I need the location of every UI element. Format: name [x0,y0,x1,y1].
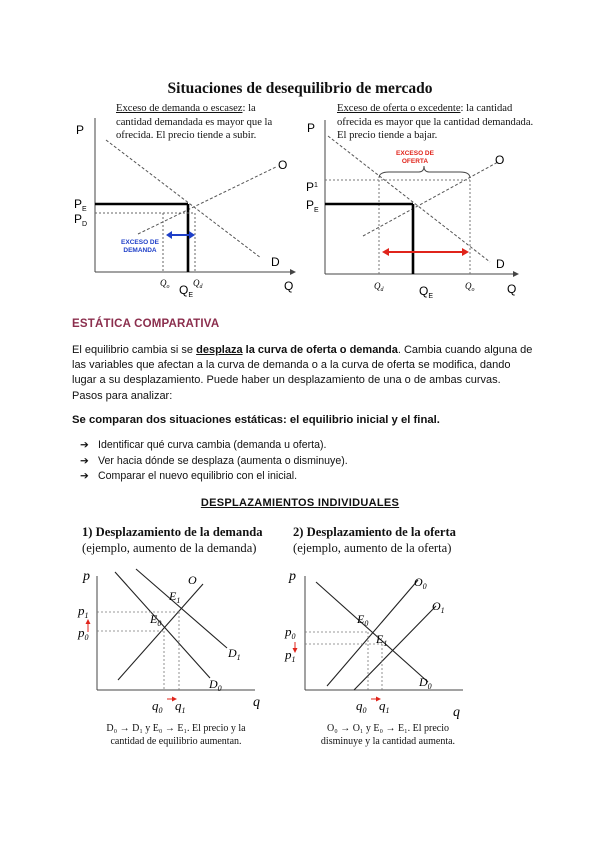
e1-label: $E_1$ [376,632,388,648]
pd-label: $P_D$ [74,212,88,228]
qe-label: $Q_E$ [179,283,194,299]
e0-label: $E_0$ [357,612,369,628]
e0-label: $E_0$ [150,612,162,628]
axis-p-label: p [83,569,90,584]
demand-shift-caption [76,722,276,748]
curve-d-label: D [496,257,505,271]
demand-curve-d0 [115,572,210,678]
supply-shift-chart [283,562,483,722]
supply-curve [138,167,276,234]
curve-d0-label: $D_0$ [209,677,222,693]
qo-tick-label: $Q_o$ [465,281,475,293]
supply-shift-subtitle: (ejemplo, aumento de la oferta) [293,541,452,555]
supply-shift-title-block [293,524,456,556]
supply-shift-title: 2) Desplazamiento de la oferta [293,525,456,539]
excess-demand-label-2: DEMANDA [123,247,157,254]
arrow-right-head [189,231,195,239]
q1-label: $q_1$ [175,698,186,715]
individual-heading: DESPLAZAMIENTOS INDIVIDUALES [200,497,400,509]
arrow-left-head [382,248,389,256]
para-text-rest: . Cambia cuando alguna de las variables que afectan a la curva de demanda o a la curva de oferta se modifica, dando lugar a su desplazamiento. Puede haber un desplazamiento de una o de ambas curvas. Pasos para analizar: [72,344,533,402]
q0-label: $q_0$ [152,698,163,715]
qe-label: $Q_E$ [419,284,434,300]
para-underlined: desplaza [196,344,243,356]
curve-d0-label: $D_0$ [419,675,432,691]
demand-caption-line-2: cantidad de equilibrio aumentan. [110,736,242,747]
price-down-arrow-head [293,648,298,653]
axis-p-label: P [76,123,85,137]
pe-label: $P_E$ [74,197,87,213]
axis-p-label: P [307,121,316,135]
x-axis-arrow [290,269,296,275]
arrow-left-head [166,231,172,239]
curve-o0-label: $O_0$ [414,575,427,591]
p0-label: $p_0$ [285,624,296,641]
q1-label: $q_1$ [379,698,390,715]
e1-label: $E_1$ [169,589,181,605]
arrow-icon: ➔ [80,439,89,451]
curve-d1-label: $D_1$ [228,646,241,662]
step-item: ➔ Comparar el nuevo equilibrio con el inicial. [80,469,348,485]
para-text-1: El equilibrio cambia si se [72,344,197,356]
supply-shift-caption [288,722,488,748]
compare-statement: Se comparan dos situaciones estáticas: el equilibrio inicial y el final. [72,414,440,426]
demand-shift-title-block [82,524,263,556]
axis-q-label: Q [507,282,517,296]
x-axis-arrow [513,271,519,277]
demand-shift-title: 1) Desplazamiento de la demanda [82,525,263,539]
page-title: Situaciones de desequilibrio de mercado [167,80,433,97]
p1-label: $p_1$ [285,647,296,664]
steps-list [80,438,348,485]
supply-caption-line-1: O₀ → O₁ y E₀ → E₁. El precio [327,723,449,734]
excess-supply-text: : la cantidad ofrecida es mayor que la cantidad demandada. El precio tiende a bajar. [337,103,534,142]
p0-label: $p_0$ [78,625,89,642]
excess-demand-text: : la cantidad demandada es mayor que la ofrecida. El precio tiende a subir. [116,103,273,142]
arrow-right-head [462,248,469,256]
excess-demand-chart [68,112,300,302]
curve-o-label: O [278,158,288,172]
demand-shift-chart [75,562,275,722]
excess-supply-brace [379,166,470,178]
excess-demand-lead: Exceso de demanda o escasez [116,103,243,114]
q0-label: $q_0$ [356,698,367,715]
axis-p-label: p [289,569,296,584]
p1-label: $P^1$ [306,180,318,194]
qd-tick-label: $Q_d$ [193,278,203,290]
curve-o-label: O [495,153,505,167]
qo-tick-label: $Q_o$ [160,278,170,290]
supply-curve [118,584,203,680]
axis-q-label: q [453,705,460,720]
excess-supply-label-1: EXCESO DE [396,150,434,157]
excess-supply-label-2: OFERTA [401,158,429,165]
axis-q-label: Q [284,279,294,293]
static-heading: ESTÁTICA COMPARATIVA [72,318,220,330]
curve-o1-label: $O_1$ [432,599,445,615]
demand-shift-subtitle: (ejemplo, aumento de la demanda) [82,541,257,555]
curve-d-label: D [271,255,280,269]
axis-q-label: q [253,695,260,710]
supply-caption-line-2: disminuye y la cantidad aumenta. [320,736,456,747]
curve-o-label: O [188,573,197,587]
arrow-icon: ➔ [80,454,89,467]
step-item: ➔ Ver hacia dónde se desplaza (aumenta o disminuye). [80,454,348,470]
demand-curve-d1 [136,569,227,648]
excess-demand-label-1: EXCESO DE [121,239,159,246]
excess-supply-chart [303,112,535,302]
excess-supply-lead: Exceso de oferta o excedente [337,103,461,114]
static-paragraph [72,343,534,404]
step-item: ➔ Identificar qué curva cambia (demanda u oferta). [80,438,348,454]
demand-caption-line-1: D₀ → D₁ y E₀ → E₁. El precio y la [106,723,246,734]
p1-label: $p_1$ [78,603,89,620]
para-bold: la curva de oferta o demanda [242,344,398,356]
arrow-icon: ➔ [80,470,89,483]
qd-tick-label: $Q_d$ [374,281,384,293]
pe-label: $P_E$ [306,198,319,214]
